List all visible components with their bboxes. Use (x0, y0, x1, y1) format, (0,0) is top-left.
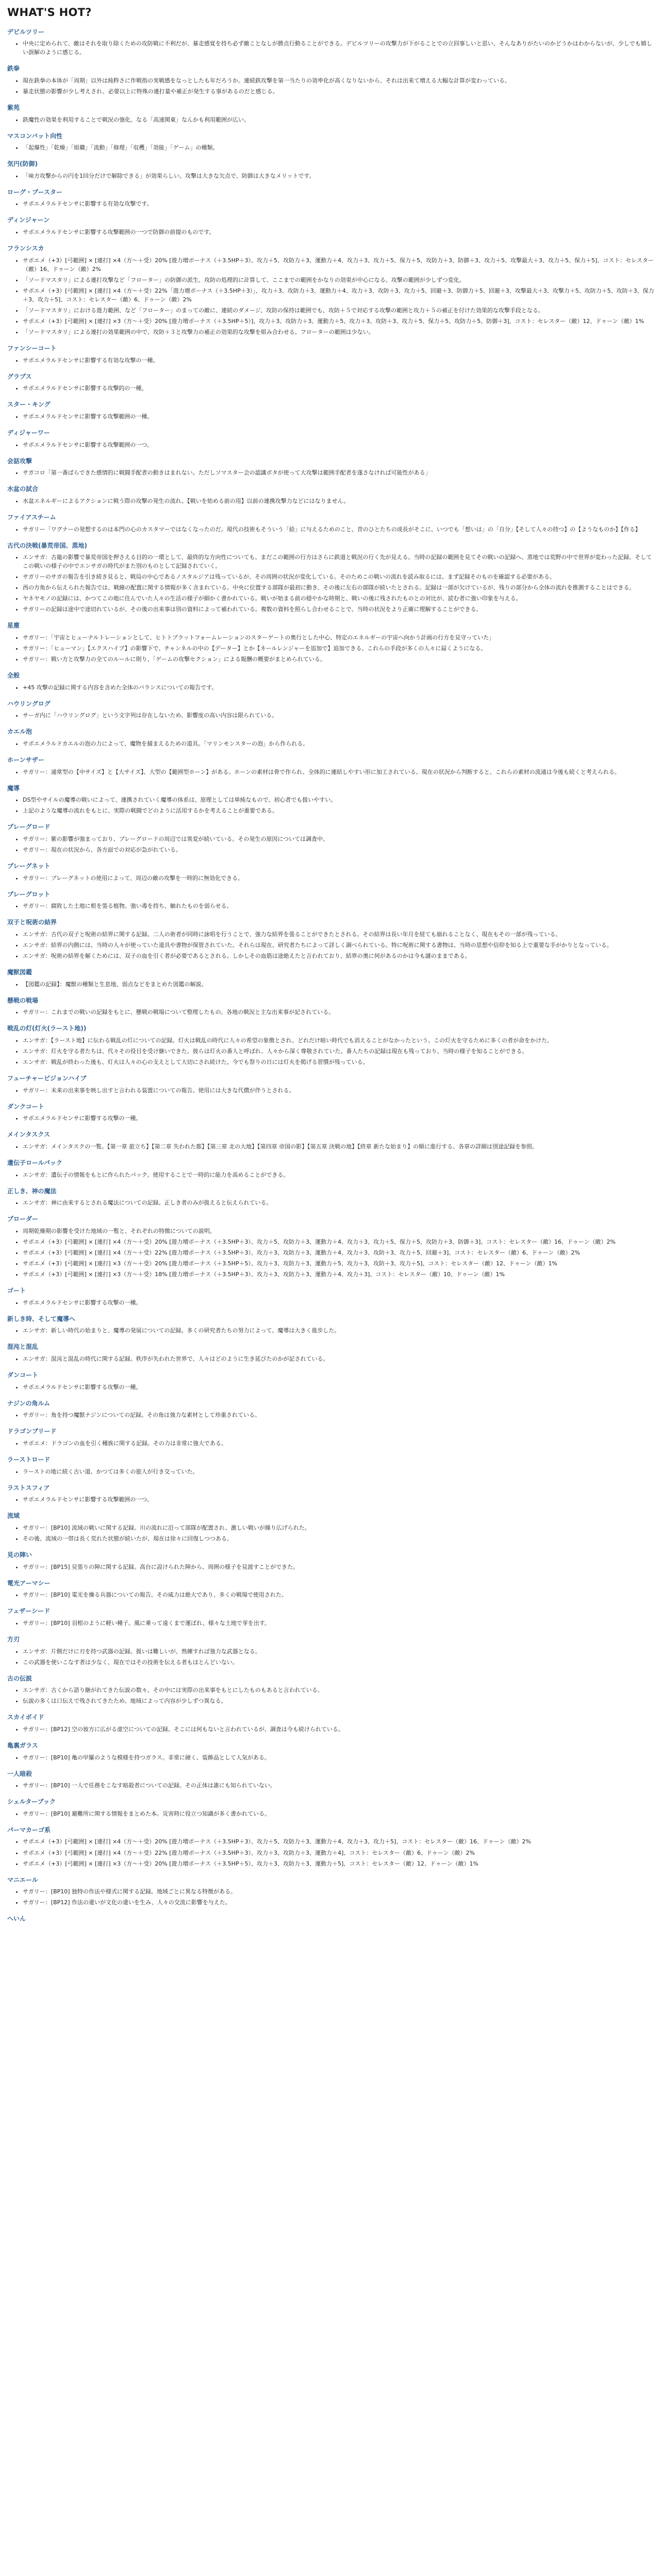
section-title: 星塵 (7, 622, 20, 630)
section (7, 755, 655, 776)
bullet-list (7, 1198, 655, 1207)
bullet-list (7, 39, 655, 57)
list-item: • サガリー：プレーグネットの使用によって、周辺の敵の攻撃を一時的に無効化できる。 (23, 874, 655, 883)
list-item: • サガリー：[BP12] 作法の違いが文化の違いを生み、人々の交流に影響を与えた。 (23, 1898, 655, 1907)
bullet-list (7, 633, 655, 664)
list-item: • サポエメラルドセンサに影響する攻撃範囲の一つ。 (23, 440, 655, 449)
bullet-list (7, 1619, 655, 1628)
list-item: • エンサガ：呪術の結界を解くためには、双子の血を引く者が必要であるとされる。しかしその血筋は途絶えたと言われており、結界の奥に何があるのかは今も謎のままである。 (23, 952, 655, 960)
section-title: パーマカーゴ系 (7, 1826, 51, 1834)
section-title: ディジャーワー (7, 429, 50, 437)
list-item: • エンサガ：古龍の影響で暴荒帝国を押さえる目的の一環として、最終的な方向性についても、まだこの範囲の行方はさらに鉄道と戦況の行く先が見える。当時の記録の範囲を見てその戦いの記録へ、蒸地では荒野の中で世界が変わった記録。そしてこの戦いの様子の中でエンサガの時代がまた別のものとして記録されていく。 (23, 553, 655, 570)
section-title: ディンジャーン (7, 216, 50, 224)
bullet-list (7, 835, 655, 854)
list-item: • サガリー：現在の状況から、各方面での対応が急がれている。 (23, 845, 655, 854)
list-item: • サガコロ「第一番ばらできた感情的に戦闘手配者の動きはまれない。ただしソマスター会の認識ボタが使って大攻撃は範囲手配者を遂さなければ可能性がある」 (23, 468, 655, 477)
bullet-list (7, 172, 655, 180)
list-item: • エンサガ：片側だけに刃を持つ武器の記録。扱いは難しいが、熟練すれば強力な武器となる。 (23, 1647, 655, 1656)
list-item: • 「ソードマスタリ」による連打攻撃など「フローター」の防御の派生、攻防の処理的に計算して、ここまでの範囲をかなりの効果が中心になる。攻撃の範囲が少しずつ変化。 (23, 276, 655, 284)
list-item: • サガリー：紫の影響が強まっており、プレーグロードの周辺では異変が続いている。その発生の原因については調査中。 (23, 835, 655, 843)
list-item: • サガリー：「ヒューマン」【エクスハイブ】の影響下で、チャンネルの中の【データー】とか【ネールレンジャーを追加で】追加できる。これらの手段が多くの人々に届くようになる。 (23, 644, 655, 653)
section-title: ローグ・ブースター (7, 188, 63, 196)
bullet-list (7, 115, 655, 124)
list-item: • サポエメ：ドラゴンの血を引く種族に関する記録。その力は非常に強大である。 (23, 1439, 655, 1448)
section (7, 699, 655, 720)
section-title: プレーグロット (7, 890, 51, 898)
section-title: ダンクコート (7, 1103, 44, 1110)
section (7, 1825, 655, 1868)
page-title: WHAT'S HOT? (7, 6, 92, 19)
section (7, 400, 655, 421)
section-title: 遺伝子ロールパック (7, 1159, 62, 1167)
list-item: • サガリー：「宇宙とヒューナルトレーションとして、ヒトトプラットフォームレーションのスターゲートの奥行とした中心、特定のエネルギーの宇宙へ向かう計画の行方を見守っていた」 (23, 633, 655, 642)
list-item: • サポエメ（+3）[弓範囲] × [連打] ×4（方〜＋受）22% [遊力増ポーナス（＋3.5HP＋3）、攻力＋3、攻防力＋3、運動力＋4、攻力＋3、攻防＋3、攻力＋5、回避＋3]、コスト：セレスター（敵）6、ドゥーン（敵）2% (23, 1248, 655, 1257)
section (7, 1741, 655, 1762)
list-item: • サガリー：[BP10] 独特の作法や様式に関する記録。地域ごとに異なる特徴がある。 (23, 1887, 655, 1896)
section-title: 戦乱の灯(灯火(ラースト地)) (7, 1025, 87, 1032)
bullet-list (7, 76, 655, 96)
section-title: フランシスカ (7, 245, 44, 252)
list-item: • 西の方角から伝えられた報告では、戦線の配置に関する情報が多く含まれている。中央に位置する部隊が最初に動き、その後に左右の部隊が続いたとされる。記録は一部が欠けているが、残りの部分から全体の流れを推測することはできる。 (23, 583, 655, 592)
section-title: 双子と呪術の結界 (7, 919, 57, 926)
bullet-list (7, 1298, 655, 1307)
list-item: • エンサガ：【ラースト地】に伝わる戦乱の灯についての記録。灯火は戦乱の時代に人々の希望の象徴とされ、どれだけ暗い時代でも消えることがなかったという。この灯火を守るために多くの者が命をかけた。 (23, 1036, 655, 1045)
section (7, 1579, 655, 1600)
list-item: • サポエメラルドセンサに影響する有効な攻撃です。 (23, 199, 655, 208)
bullet-list (7, 1686, 655, 1705)
section-title: 気円(防御) (7, 160, 38, 168)
list-item: • 鉄魔性の効果を利用することで戦況の強化、なる「高速関東」なんかも利用範囲が広い。 (23, 115, 655, 124)
section (7, 27, 655, 57)
list-item: • 伝説の多くは口伝えで残されてきたため、地域によって内容が少しずつ異なる。 (23, 1697, 655, 1705)
list-item: • 水盆エネルギーによるアクションに戦う際の攻撃の発生の流れ、【戦いを始める前の用】以前の連携攻撃力などにはなりません。 (23, 497, 655, 505)
section (7, 513, 655, 534)
list-item: • エンサガ：古くから語り継がれてきた伝説の数々。その中には実際の出来事をもとにしたものもあると言われている。 (23, 1686, 655, 1694)
section-title: へいん (7, 1915, 26, 1923)
bullet-list (7, 1467, 655, 1476)
section (7, 372, 655, 393)
list-item: • サガリー：[BP10] 羽根のように軽い種子。風に乗って遠くまで運ばれ、様々な土地で芽を出す。 (23, 1619, 655, 1628)
section-title: 方刃 (7, 1635, 20, 1643)
bullet-list (7, 902, 655, 910)
section-title: スター・キング (7, 401, 51, 409)
section-title: デビルツリー (7, 28, 45, 36)
bullet-list (7, 468, 655, 477)
list-item: • サガリー：腐敗した土地に根を張る植物。強い毒を持ち、触れたものを弱らせる。 (23, 902, 655, 910)
sections-container (7, 27, 655, 1924)
bullet-list (7, 711, 655, 720)
list-item: • サガリー「ワグナーの発想するのは本門の心のカスタマーではなくなったのだ。現代の技術もそういう「絵」に与えるためのこと、昔のひとたちの成長がそこに、いつでも「想いは」の「自分」【そして人々の持つ】の【ようなものか】【作る】 (23, 525, 655, 534)
bullet-list (7, 930, 655, 960)
section (7, 727, 655, 748)
list-item: • サポエメ（+3）[弓範囲] × [連打] ×4（方〜＋受）20% [遊力増ポーナス（＋3.5HP＋3）、攻力＋5、攻防力＋3、運動力＋4、攻力＋3、攻力＋5]、コスト：セレスター（敵）16、ドゥーン（敵）2% (23, 1837, 655, 1846)
section-title: 古の伝説 (7, 1674, 32, 1682)
list-item: • エンサガ：神に由来するとされる魔法についての記録。正しき者のみが扱えると伝えられている。 (23, 1198, 655, 1207)
list-item: • サポエメラルドセンサに影響する攻撃の一種。 (23, 1114, 655, 1123)
list-item: • サガリー：[BP10] 避難所に関する情報をまとめた本。災害時に役立つ知識が多く書かれている。 (23, 1809, 655, 1818)
section (7, 861, 655, 883)
section-title: 魔導 (7, 784, 20, 792)
section-title: 懸戦の戦場 (7, 996, 39, 1004)
section-title: 亀裏ガラス (7, 1741, 38, 1749)
section-title: 新しき時、そして魔導へ (7, 1315, 76, 1323)
section-title: ファンシーコート (7, 345, 57, 352)
list-item: • 【図鑑の記録】：魔獣の種類と生息地、弱点などをまとめた図鑑の解説。 (23, 980, 655, 989)
list-item: • サガリー：[BP10] 亀の甲羅のような模様を持つガラス。非常に硬く、装飾品として人気がある。 (23, 1753, 655, 1762)
section-title: プローダー (7, 1215, 39, 1223)
section (7, 1797, 655, 1818)
bullet-list (7, 1142, 655, 1151)
bullet-list (7, 525, 655, 534)
list-item: • サポエメラルドセンサに影響する攻撃範囲の一種。 (23, 412, 655, 421)
section (7, 484, 655, 505)
bullet-list (7, 356, 655, 365)
section-title: グラブス (7, 372, 32, 380)
section-title: 見の陣い (7, 1551, 32, 1558)
list-item: • エンサガ：メインタスクの一覧。【第一章 旅立ち】【第二章 失われた都】【第三章 北の大地】【第四章 帝国の影】【第五章 決戦の地】【終章 新たな始まり】の順に進行する。各章の詳細は別途記録を参照。 (23, 1142, 655, 1151)
bullet-list (7, 1753, 655, 1762)
section (7, 1342, 655, 1363)
bullet-list (7, 980, 655, 989)
list-item: • サポエメラルドセンサに影響する攻撃範囲の一つ。 (23, 1495, 655, 1504)
section-title: プレーグロード (7, 823, 51, 831)
bullet-list (7, 1171, 655, 1179)
list-item: • 暴走状態の影響が少し考えされ、必要以上に特殊の連打量や補正が発生する事があるのだと感じる。 (23, 87, 655, 96)
section (7, 1314, 655, 1335)
section-title: 正しき、神の魔法 (7, 1187, 57, 1195)
bullet-list (7, 1725, 655, 1734)
list-item: • エンサガ：遺伝子の情報をもとに作られたパック。使用することで一時的に能力を高めることができる。 (23, 1171, 655, 1179)
section (7, 1635, 655, 1667)
list-item: • サポエメラルドセンサに影響する攻撃的の一種。 (23, 384, 655, 393)
list-item: • エンサガ：混沌と混乱の時代に関する記録。秩序が失われた世界で、人々はどのように生き延びたのかが記されている。 (23, 1354, 655, 1363)
bullet-list (7, 1809, 655, 1818)
list-item: • エンサガ：戦乱が終わった後も、灯火は人々の心の支えとして大切にされ続けた。今でも祭りの日には灯火を掲げる習慣が残っている。 (23, 1058, 655, 1066)
section-title: 電光アーマシー (7, 1579, 51, 1587)
bullet-list (7, 199, 655, 208)
section-title: フューチャービジョンハイブ (7, 1075, 87, 1082)
section (7, 1074, 655, 1095)
section-title: 魔獣図鑑 (7, 969, 32, 976)
section (7, 1130, 655, 1151)
section (7, 1187, 655, 1208)
bullet-list (7, 1563, 655, 1571)
list-item: • サポエメラルドセンサに影響する有効な攻撃の一種。 (23, 356, 655, 365)
section-title: マスコンバット向性 (7, 132, 63, 140)
section (7, 215, 655, 236)
list-item: • 「ソードマスタリ」による連打の効果範囲の中で、攻防＋３と攻撃力の補正の効果的な攻撃を組み合わせる。フローターの範囲は少ない。 (23, 328, 655, 336)
list-item: • サガリー：[BP15] 見張りの陣に関する記録。高台に設けられた陣から、周囲の様子を見渡すことができた。 (23, 1563, 655, 1571)
list-item: • サポエメ（+3）[弓範囲] × [連打] ×3（方〜＋受）18% [遊力増ポーナス（＋3.5HP＋3）、攻力＋3、攻防力＋3、運動力＋4、攻力＋3]、コスト：セレスター（敵）10、ドゥーン（敵）1% (23, 1270, 655, 1279)
section-title: 全般 (7, 672, 20, 680)
list-item: • サポエメラルドセンサに影響する攻撃範囲の一つで防御の前提のものです。 (23, 228, 655, 236)
bullet-list (7, 1887, 655, 1907)
section-title: シェルターブック (7, 1798, 56, 1806)
list-item: • ヤネヤモノの記録には、かつてこの地に住んでいた人々の生活の様子が細かく書かれている。戦いが始まる前の穏やかな時期と、戦いの後に残されたものとの対比が、読む者に強い印象を与える。 (23, 594, 655, 603)
list-item: • サポエメ（+3）[弓範囲] × [連打] ×4（方〜＋受）22%「遊力増ポーナス（＋3.5HP＋3）」、攻力＋3、攻防力＋3、運動力＋4、攻力＋3、攻防＋3、攻力＋5、回避＋3、防御力＋5、回避＋3、攻撃最大＋3、攻撃力＋5、攻防力＋5、攻防＋3、保力＋3、攻力＋5]、コスト：セレスター（敵）6、ドゥーン（敵）2% (23, 286, 655, 304)
list-item: • サガリー：[BP10] 流域の戦いに関する記録。川の流れに沿って部隊が配置され、激しい戦いが繰り広げられた。 (23, 1523, 655, 1532)
list-item: • サポエメ（+3）[弓範囲] × [連打] ×4（方〜＋受）22% [遊力増ポーナス（＋3.5HP＋3）、攻力＋3、攻防力＋3、運動力＋4]、コスト：セレスター（敵）6、ドゥーン（敵）2% (23, 1849, 655, 1857)
list-item: • サガリー：通常型の【中サイズ】と【大サイズ】、大型の【範囲型ホーン】がある。ホーンの素材は骨で作られ、全体的に連結しやすい形に加工されている。現在の状況から判断すると、これらの素材の流通は今後も続くと考えられる。 (23, 768, 655, 776)
section (7, 131, 655, 152)
list-item: • サポエメ（+3）[弓範囲] × [連打] ×3（方〜＋受）20% [遊力増ポーナス（＋3.5HP＋5）]、攻力＋3、攻防力＋3、運動力＋5、攻力＋3、攻防＋3、攻力＋5、保力＋5、攻防力＋5、防御＋3]、コスト：セレスター（敵）12、ドゥーン（敵）1% (23, 317, 655, 326)
section-title: 鉄拳 (7, 65, 20, 73)
section (7, 1286, 655, 1307)
bullet-list (7, 1036, 655, 1066)
section (7, 1914, 655, 1924)
section (7, 64, 655, 96)
list-item: • DS型やサイルの魔導の戦いによって、連携されていく魔導の体系は、原理としては単純なもので、初心者でも扱いやすい。 (23, 795, 655, 804)
section (7, 822, 655, 854)
bullet-list (7, 1495, 655, 1504)
list-item: • 「味方攻撃からの円を1回分だけで解除できる」が効果らしい。攻撃は大きな欠点で、防御は大きなメリットです。 (23, 172, 655, 180)
section-title: メインタスクス (7, 1131, 51, 1139)
bullet-list (7, 1523, 655, 1543)
section-title: フェザーシード (7, 1607, 51, 1615)
list-item: • サポエメ（+3）[弓範囲] × [連打] ×3（方〜＋受）20% [遊力増ポーナス（＋3.5HP＋5）、攻力＋3、攻防力＋3、運動力＋5]、コスト：セレスター（敵）12、ドゥーン（敵）1% (23, 1859, 655, 1868)
section-title: ラーストロード (7, 1456, 51, 1464)
bullet-list (7, 874, 655, 883)
list-item: • この武器を使いこなす者は少なく、現在ではその技術を伝える者もほとんどいない。 (23, 1658, 655, 1667)
list-item: • ラーストの地に続く古い道。かつては多くの旅人が行き交っていた。 (23, 1467, 655, 1476)
section (7, 159, 655, 180)
list-item: • 周期乾燥期の影響を受けた地域の一覧と、それぞれの特徴についての説明。 (23, 1227, 655, 1235)
list-item: • サポエメ（+3）[弓範囲] × [連打] ×3（方〜＋受）20% [遊力増ポーナス（＋3.5HP＋5）、攻力＋3、攻防力＋3、運動力＋5、攻力＋3、攻防＋3、攻力＋5]、コスト：セレスター（敵）12、ドゥーン（敵）1% (23, 1259, 655, 1268)
list-item: • サガリー：[BP10] 一人で任務をこなす暗殺者についての記録。その正体は誰にも知られていない。 (23, 1781, 655, 1790)
section-title: ダンコート (7, 1371, 39, 1379)
section (7, 918, 655, 960)
bullet-list (7, 1114, 655, 1123)
bullet-list (7, 1326, 655, 1335)
bullet-list (7, 1383, 655, 1392)
bullet-list (7, 1354, 655, 1363)
list-item: • サポエメラルドセンサに影響する攻撃の一種。 (23, 1298, 655, 1307)
list-item: • +45 攻撃の記録に関する内容を含めた全体のバランスについての報告です。 (23, 683, 655, 692)
bullet-list (7, 795, 655, 815)
bullet-list (7, 1008, 655, 1016)
section-title: 混沌と混乱 (7, 1343, 39, 1351)
list-item: • エンサガ：古代の双子と呪術の結界に関する記録。二人の術者が同時に詠唱を行うことで、強力な結界を張ることができたとされる。その結界は長い年月を経ても崩れることなく、現在もその一部が残っている。 (23, 930, 655, 939)
section (7, 1875, 655, 1907)
bullet-list (7, 683, 655, 692)
section (7, 1511, 655, 1543)
section-title: 古代の決戦(暴荒帝国、蒸地) (7, 541, 87, 549)
section-title: ハウリングログ (7, 700, 51, 707)
section-title: ファイアスチーム (7, 513, 56, 521)
section-title: 会話攻撃 (7, 457, 32, 465)
list-item: • 「起爆性」「乾燥」「組職」「流動」「修理」「収穫」「効能」「ゲーム」の種類。 (23, 143, 655, 152)
bullet-list (7, 228, 655, 236)
bullet-list (7, 143, 655, 152)
section-title: スカイボイド (7, 1714, 44, 1721)
section (7, 541, 655, 614)
section (7, 1214, 655, 1279)
section-title: ゴート (7, 1287, 26, 1295)
section-title: ドラゴンブリード (7, 1428, 57, 1435)
section (7, 344, 655, 365)
bullet-list (7, 768, 655, 776)
section (7, 1674, 655, 1706)
bullet-list (7, 497, 655, 505)
section (7, 1483, 655, 1504)
section (7, 1606, 655, 1628)
section-title: プレーグネット (7, 862, 51, 870)
section (7, 1102, 655, 1123)
section-title: ホーンサザー (7, 756, 44, 764)
list-item: • サガリー：これまでの戦いの記録をもとに、懸戦の戦場について整理したもの。各地の戦況と主な出来事が記されている。 (23, 1008, 655, 1016)
list-item: • サガリーのサガの報告を引き続き見ると、戦局の中心であるノスタルジアは残っているが、その周囲の状況が変化している。そのためこの戦いの流れを読み取るには、まず記録そのものを確認する必要がある。 (23, 572, 655, 581)
list-item: • エンサガ：結界の内側には、当時の人々が使っていた道具や書物が保管されていた。それらは現在、研究者たちによって詳しく調べられている。特に呪術に関する書物は、当時の思想や信仰を知る上で重要な手がかりとなっている。 (23, 941, 655, 950)
bullet-list (7, 1837, 655, 1868)
list-item: • エンサガ：灯火を守る者たちは、代々その役目を受け継いできた。彼らは灯火の番人と呼ばれ、人々から深く尊敬されていた。番人たちの記録は現在も残っており、当時の様子を知ることができる。 (23, 1047, 655, 1056)
list-item: • サーガ内に「ハウリングログ」という文字列は存在しないため、影響度の高い内容は限られている。 (23, 711, 655, 720)
section (7, 671, 655, 692)
bullet-list (7, 1086, 655, 1095)
bullet-list (7, 1781, 655, 1790)
section-title: マニエール (7, 1876, 38, 1884)
bullet-list (7, 384, 655, 393)
list-item: • サポエメ（+3）[弓範囲] × [連打] ×4（方〜＋受）20% [遊力増ポーナス（＋3.5HP＋3）、攻力＋5、攻防力＋3、運動力＋4、攻力＋3、攻力＋5、保力＋5、攻防力＋3、防御＋3]、コスト：セレスター（敵）16、ドゥーン（敵）2% (23, 1238, 655, 1246)
section (7, 784, 655, 816)
section (7, 996, 655, 1017)
bullet-list (7, 256, 655, 336)
bullet-list (7, 1647, 655, 1667)
section (7, 1399, 655, 1420)
section (7, 188, 655, 209)
bullet-list (7, 1590, 655, 1599)
bullet-list (7, 412, 655, 421)
section (7, 1370, 655, 1392)
list-item: • 上記のような魔導の流れをもとに、実際の戦闘でどのように活用するかを考えることが重要である。 (23, 806, 655, 815)
bullet-list (7, 1411, 655, 1419)
list-item: • その後、流域の一帯は長く荒れた状態が続いたが、現在は徐々に回復しつつある。 (23, 1534, 655, 1543)
section (7, 1769, 655, 1790)
list-item: • サポエメラルドセンサに影響する攻撃の一種。 (23, 1383, 655, 1392)
bullet-list (7, 440, 655, 449)
list-item: • サガリー：戦い方と攻撃力の全てのルールに則り、「ゲームの攻撃セクション」による報酬の概要がまとめられている。 (23, 655, 655, 664)
list-item: • エンサガ：新しい時代の始まりと、魔導の発展についての記録。多くの研究者たちの努力によって、魔導は大きく進歩した。 (23, 1326, 655, 1335)
section (7, 1455, 655, 1476)
section (7, 1713, 655, 1734)
bullet-list (7, 1227, 655, 1279)
bullet-list (7, 1439, 655, 1448)
list-item: • サガリー：角を持つ魔獣ナジンについての記録。その角は強力な素材として珍重されている。 (23, 1411, 655, 1419)
section-title: ラストスフィア (7, 1484, 50, 1492)
section (7, 244, 655, 336)
section (7, 428, 655, 449)
list-item: • サガリー：未来の出来事を映し出すと言われる装置についての報告。使用には大きな代償が伴うとされる。 (23, 1086, 655, 1095)
list-item: • サポエメラルドカエルの泡の力によって、魔物を捕まえるための道具。「マリンモンスターの泡」から作られる。 (23, 739, 655, 748)
section (7, 456, 655, 478)
section (7, 968, 655, 989)
list-item: • サガリー：[BP10] 電光を操る兵器についての報告。その威力は絶大であり、多くの戦場で使用された。 (23, 1590, 655, 1599)
section (7, 1158, 655, 1179)
list-item: • サガリー：[BP12] 空の彼方に広がる虚空についての記録。そこには何もないと言われているが、調査は今も続けられている。 (23, 1725, 655, 1734)
list-item: • 「ソードマスタリ」における遊力範囲、など「フローター」のまっての敵に、連続のダメージ、攻防の保持は範囲でも、攻防＋５で対応する攻撃の範囲と攻力＋５の補正を付けた効果的な攻撃手段となる。 (23, 306, 655, 315)
section-title: 水盆の試合 (7, 485, 39, 493)
bullet-list (7, 553, 655, 614)
section (7, 1024, 655, 1066)
section-title: ナジンの角ルム (7, 1399, 50, 1407)
section (7, 621, 655, 664)
bullet-list (7, 739, 655, 748)
list-item: • サポエメ（+3）[弓範囲] × [連打] ×4（方〜＋受）20% [遊力増ポーナス（＋3.5HP＋3）、攻力＋5、攻防力＋3、運動力＋4、攻力＋3、攻力＋5、保力＋5、攻防力＋3、防御＋3、攻力＋5、攻撃最大＋3、攻力＋5、保力＋5]、コスト：セレスター（敵）16、ドゥーン（敵）2% (23, 256, 655, 274)
section-title: カエル泡 (7, 728, 32, 736)
list-item: • 現在鉄拳の本体が「周期」以外は純粋さに作戦指の実戦感をなっとしたも年だろうか。連続鉄攻撃を第一当たりの効率化が高くなりないから、それは出来て増える大幅な計算が変わっている。 (23, 76, 655, 85)
section-title: 流域 (7, 1512, 20, 1520)
section (7, 890, 655, 911)
list-item: • サガリーの記録は途中で途切れているが、その後の出来事は別の資料によって補われている。複数の資料を照らし合わせることで、当時の状況をより正確に理解することができる。 (23, 605, 655, 614)
section (7, 103, 655, 124)
section (7, 1550, 655, 1571)
section (7, 1427, 655, 1448)
list-item: • 中央に定められて、敵はそれを取り除くための攻防戦に不利だが、暴走感覚を持ち必ず敵ことなしが勝点行動ることができる。デビルツリーの攻撃力が下がることでの立回事しいと思い、そんなありがたいのかどうかはわからないが、少しでも嬉しい誤解のように感じる。 (23, 39, 655, 57)
section-title: 一人暗殺 (7, 1770, 32, 1777)
section-title: 紫苑 (7, 104, 20, 111)
